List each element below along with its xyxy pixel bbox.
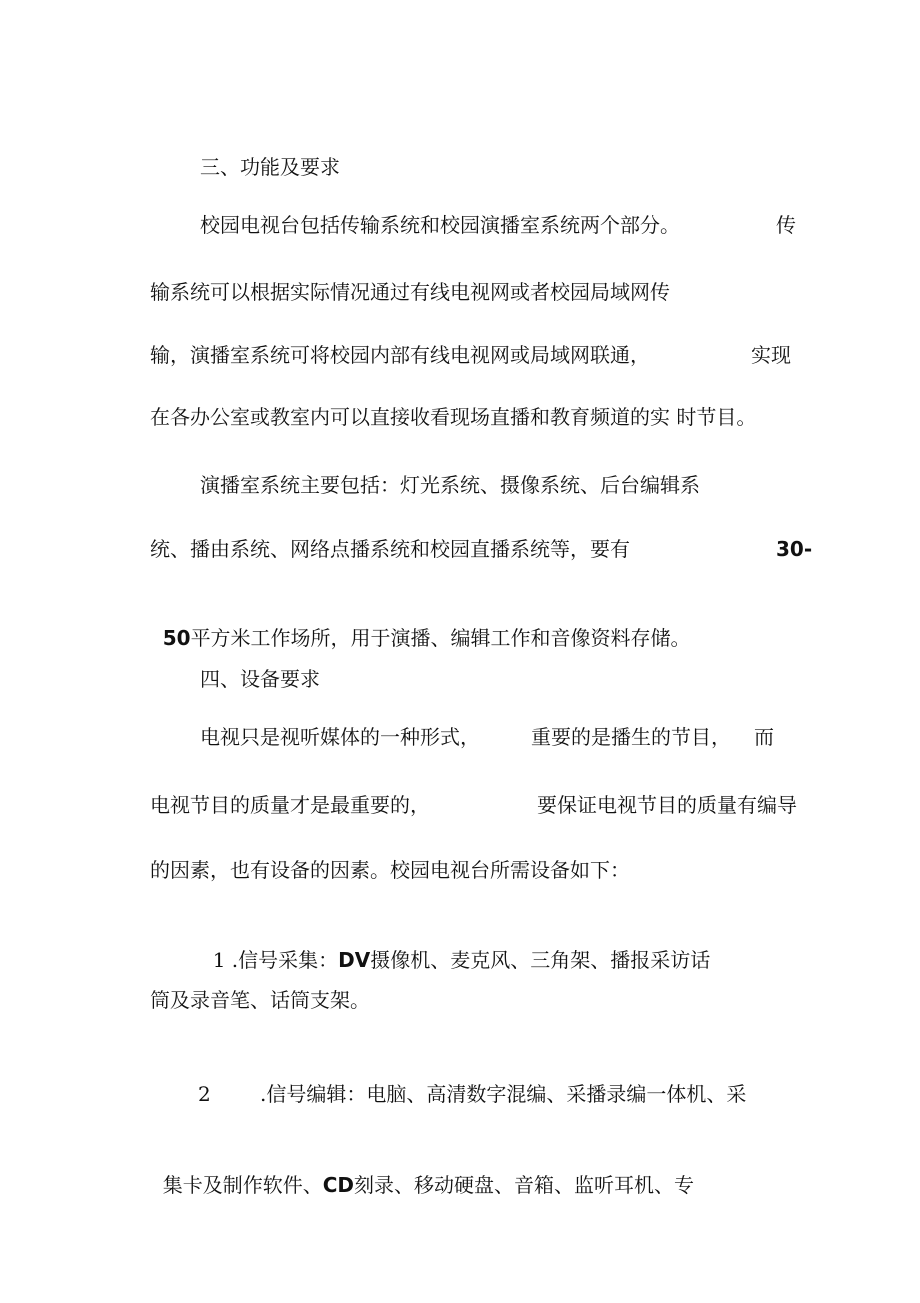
paragraph-text: 而: [754, 725, 774, 749]
list-item-text: 刻录、移动硬盘、音箱、监听耳机、专: [354, 1173, 694, 1197]
list-item-prefix: 1 .信号采集：: [212, 948, 339, 972]
paragraph-text: 平方米工作场所，用于演播、编辑工作和音像资料存储。: [190, 626, 691, 650]
paragraph-text: 演播室系统主要包括：灯光系统、摄像系统、后台编辑系: [200, 473, 700, 497]
paragraph-text: 要保证电视节目的质量有编导: [537, 793, 797, 817]
list-item-text: .信号编辑：电脑、高清数字混编、采播录编一体机、采: [260, 1082, 747, 1106]
paragraph-text: 校园电视台包括传输系统和校园演播室系统两个部分。: [200, 213, 680, 237]
section-heading-functions: 三、功能及要求: [200, 155, 340, 179]
paragraph-text: 的因素，也有设备的因素。校园电视台所需设备如下：: [150, 858, 630, 882]
paragraph-text: 统、播由系统、网络点播系统和校园直播系统等，要有: [150, 537, 630, 561]
paragraph-number: 50: [162, 626, 191, 650]
paragraph-text: 传: [776, 213, 796, 237]
paragraph-text: 重要的是播生的节目，: [531, 725, 731, 749]
list-item-abbrev: CD: [322, 1173, 354, 1197]
section-heading-equipment: 四、设备要求: [200, 667, 320, 691]
paragraph-text: 筒及录音笔、话筒支架。: [150, 988, 370, 1012]
list-item-number: 2: [198, 1082, 211, 1106]
list-item-signal-capture: [200, 924, 710, 972]
paragraph-text-line: [150, 602, 691, 650]
list-item-text: 集卡及制作软件、: [162, 1173, 323, 1197]
paragraph-text: 实现: [751, 343, 791, 367]
list-item-signal-editing-line: [150, 1149, 694, 1197]
list-item-abbrev: DV: [338, 948, 371, 972]
paragraph-text: 电视只是视听媒体的一种形式，: [200, 725, 480, 749]
paragraph-number: 30-: [776, 537, 813, 561]
paragraph-text: 输，演播室系统可将校园内部有线电视网或局域网联通，: [150, 343, 650, 367]
paragraph-text: 在各办公室或教室内可以直接收看现场直播和教育频道的实 时节目。: [150, 405, 757, 429]
paragraph-text: 电视节目的质量才是最重要的，: [150, 793, 430, 817]
paragraph-text: 输系统可以根据实际情况通过有线电视网或者校园局域网传: [150, 280, 670, 304]
list-item-text: 摄像机、麦克风、三角架、播报采访话: [370, 948, 711, 972]
